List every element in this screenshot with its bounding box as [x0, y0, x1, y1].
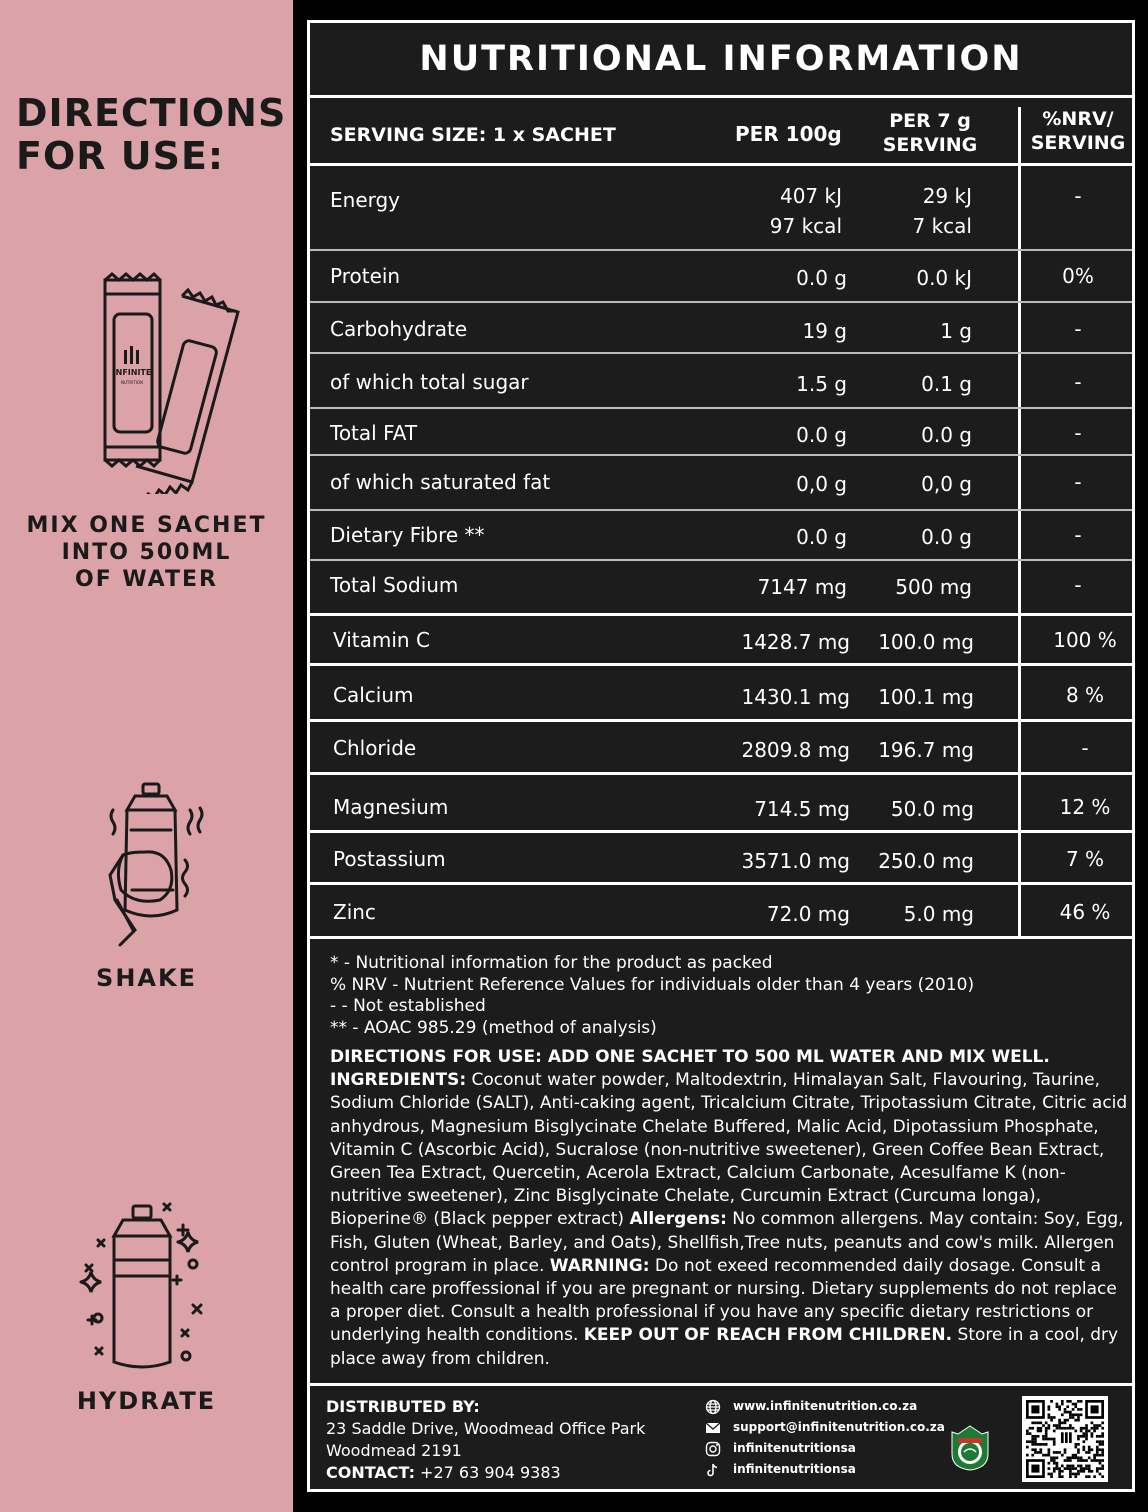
row-serving: 50.0 mg — [890, 797, 974, 821]
row-per100: 0.0 g — [796, 266, 847, 290]
instagram-icon — [705, 1441, 721, 1457]
row-serving: 100.1 mg — [878, 685, 974, 709]
table-row — [310, 666, 1132, 722]
row-per100: 2809.8 mg — [741, 738, 850, 762]
row-nrv: 46 % — [1018, 885, 1135, 936]
table-row — [310, 303, 1132, 354]
table-row-energy — [310, 166, 1132, 251]
tiktok-link[interactable] — [705, 1459, 945, 1480]
row-per100: 19 g — [802, 319, 847, 343]
row-serving: 100.0 mg — [878, 630, 974, 654]
step-mix-line2: INTO 500ML — [61, 540, 232, 565]
nutrition-title: NUTRITIONAL INFORMATION — [310, 23, 1132, 98]
tiktok-text: infinitenutritionsa — [733, 1462, 856, 1476]
row-name: Postassium — [333, 847, 446, 871]
energy-kj-serving: 29 kJ — [922, 184, 972, 208]
row-nrv: 12 % — [1018, 775, 1135, 830]
table-row — [310, 456, 1132, 511]
globe-icon — [705, 1399, 721, 1415]
svg-text:NUTRITION: NUTRITION — [120, 380, 144, 385]
row-name: Carbohydrate — [330, 317, 468, 341]
hydrate-bottle-icon — [78, 1200, 213, 1375]
directions-title — [16, 92, 286, 178]
row-serving: 500 mg — [895, 575, 972, 599]
row-nrv: - — [1018, 354, 1135, 407]
footnote: - - Not established — [330, 996, 486, 1016]
row-nrv: - — [1018, 722, 1135, 772]
row-name: Vitamin C — [333, 628, 430, 652]
header-nrv-line1: %NRV/ — [1042, 108, 1114, 130]
footnote: * - Nutritional information for the product as packed — [330, 953, 773, 973]
halaal-seal-icon — [948, 1424, 992, 1472]
row-nrv: - — [1018, 561, 1135, 613]
footnote: % NRV - Nutrient Reference Values for individuals older than 4 years (2010) — [330, 974, 975, 995]
row-name: of which saturated fat — [330, 470, 551, 494]
row-nrv: 8 % — [1018, 666, 1135, 719]
header-per-serving-line1: PER 7 g — [889, 110, 971, 132]
svg-text:INFINITE: INFINITE — [112, 368, 152, 377]
step-mix-line1: MIX ONE SACHET — [26, 513, 267, 538]
row-serving: 0.1 g — [921, 372, 972, 396]
contact-label: CONTACT: — [326, 1463, 415, 1482]
step-mix-label — [0, 512, 293, 593]
row-per100: 0.0 g — [796, 525, 847, 549]
header-per-serving-line2: SERVING — [882, 134, 978, 156]
directions-panel — [0, 0, 293, 1512]
directions-title-line1: DIRECTIONS — [16, 91, 287, 135]
table-row — [310, 561, 1132, 616]
row-per100: 1.5 g — [796, 372, 847, 396]
header-per-100g: PER 100g — [735, 122, 842, 146]
qr-code-icon[interactable] — [1022, 1396, 1108, 1482]
header-nrv — [1018, 107, 1135, 166]
row-nrv: 7 % — [1018, 833, 1135, 882]
warning-text: Do not exeed recommended daily dosage. Consult a health care proffessional if you are pregnant or nursing. Dietary supplements do not replace a proper diet. Consult a health professional if you have any specific dietary restrictions or underlying health conditions. — [330, 1255, 1117, 1346]
row-serving: 5.0 mg — [903, 902, 974, 926]
address-line1: 23 Saddle Drive, Woodmead Office Park — [326, 1419, 646, 1438]
row-serving: 1 g — [940, 319, 972, 343]
row-per100: 0,0 g — [796, 472, 847, 496]
row-name: of which total sugar — [330, 370, 529, 394]
shake-bottle-icon — [105, 780, 215, 955]
sachet-icon — [100, 272, 250, 494]
header-serving-size: SERVING SIZE: 1 x SACHET — [330, 124, 616, 146]
contact-phone: +27 63 904 9383 — [414, 1463, 561, 1482]
table-row — [310, 616, 1132, 666]
row-per100: 72.0 mg — [766, 902, 850, 926]
row-serving: 250.0 mg — [878, 849, 974, 873]
row-serving — [913, 184, 972, 238]
energy-kj-100: 407 kJ — [779, 184, 842, 208]
row-nrv: - — [1018, 303, 1135, 352]
header-per-serving — [855, 109, 1005, 157]
instagram-text: infinitenutritionsa — [733, 1441, 856, 1455]
row-nrv: 100 % — [1018, 616, 1135, 663]
row-per100 — [770, 184, 842, 238]
step-mix-line3: OF WATER — [75, 567, 218, 592]
distributor-label: DISTRIBUTED BY: — [326, 1397, 480, 1416]
row-name: Total Sodium — [330, 573, 459, 597]
contact-links — [705, 1396, 945, 1480]
tiktok-icon — [705, 1462, 721, 1478]
table-row — [310, 722, 1132, 775]
allergens-label: Allergens: — [629, 1209, 727, 1230]
row-serving: 0.0 g — [921, 525, 972, 549]
table-row — [310, 775, 1132, 833]
row-name: Energy — [330, 188, 401, 212]
row-name: Calcium — [333, 683, 414, 707]
table-row — [310, 409, 1132, 456]
footnote: ** - AOAC 985.29 (method of analysis) — [330, 1017, 657, 1038]
row-nrv: 0% — [1018, 251, 1135, 301]
step-hydrate-label: HYDRATE — [76, 1387, 217, 1415]
table-row — [310, 833, 1132, 885]
row-name: Zinc — [333, 900, 376, 924]
ingredients-block — [330, 1046, 1130, 1371]
row-serving: 0,0 g — [921, 472, 972, 496]
email-link[interactable] — [705, 1417, 945, 1438]
energy-kcal-serving: 7 kcal — [912, 214, 972, 238]
row-serving: 0.0 kJ — [916, 266, 972, 290]
table-row — [310, 511, 1132, 561]
mail-icon — [705, 1420, 721, 1436]
warning-label: WARNING: — [549, 1255, 650, 1276]
instagram-link[interactable] — [705, 1438, 945, 1459]
nutrient-rows — [310, 251, 1132, 939]
row-name: Magnesium — [333, 795, 449, 819]
website-text: www.infinitenutrition.co.za — [733, 1399, 918, 1413]
row-name: Dietary Fibre ** — [330, 523, 485, 547]
row-per100: 1428.7 mg — [741, 630, 850, 654]
row-nrv: - — [1018, 409, 1135, 454]
energy-kcal-100: 97 kcal — [769, 214, 842, 238]
row-name: Total FAT — [330, 421, 418, 445]
ingredients-text: Coconut water powder, Maltodextrin, Himalayan Salt, Flavouring, Taurine, Sodium Chloride (SALT), Anti-caking agent, Tricalcium Citrate, Tripotassium Citrate, Citric acid anhydrous, Magnesium Bisglycinate Chelate Buffered, Malic Acid, Dipotassium Phosphate, Vitamin C (Ascorbic Acid), Sucralose (non-nutritive sweetener), Green Coffee Bean Extract, Green Tea Extract, Quercetin, Acerola Extract, Calcium Carbonate, Acesulfame K (non-nutritive sweetener), Zinc Bisglycinate Chelate, Curcumin Extract (Curcuma longa), Bioperine® (Black pepper extract) — [330, 1070, 1128, 1230]
distributor-info — [326, 1396, 645, 1484]
row-nrv: - — [1018, 511, 1135, 559]
row-serving: 0.0 g — [921, 423, 972, 447]
allergens-text: No common allergens. May contain: Soy, Egg, Fish, Gluten (Wheat, Barley, and Oats), Shellfish,Tree nuts, peanuts and cow's milk. Allergen control program in place. — [330, 1209, 1124, 1276]
keep-out-label: KEEP OUT OF REACH FROM CHILDREN. — [583, 1325, 953, 1346]
website-link[interactable] — [705, 1396, 945, 1417]
footnotes — [330, 953, 974, 1039]
email-text: support@infinitenutrition.co.za — [733, 1420, 945, 1434]
ingredients-label: INGREDIENTS: — [330, 1070, 467, 1091]
row-nrv: - — [1018, 456, 1135, 509]
row-per100: 714.5 mg — [754, 797, 850, 821]
table-row — [310, 354, 1132, 409]
step-shake-label: SHAKE — [96, 964, 197, 992]
row-nrv: - — [1018, 166, 1135, 249]
nutrition-panel — [307, 20, 1135, 1492]
footer — [310, 1383, 1132, 1489]
table-header — [310, 98, 1132, 166]
address-line2: Woodmead 2191 — [326, 1441, 462, 1460]
row-per100: 1430.1 mg — [741, 685, 850, 709]
row-name: Chloride — [333, 736, 417, 760]
row-serving: 196.7 mg — [878, 738, 974, 762]
row-per100: 3571.0 mg — [741, 849, 850, 873]
table-row — [310, 251, 1132, 303]
storage-text: Store in a cool, dry place away from children. — [330, 1325, 1119, 1369]
header-nrv-line2: SERVING — [1030, 132, 1126, 154]
directions-text: DIRECTIONS FOR USE: ADD ONE SACHET TO 500 ML WATER AND MIX WELL. — [330, 1047, 1050, 1067]
directions-title-line2: FOR USE: — [16, 134, 225, 178]
row-per100: 7147 mg — [757, 575, 847, 599]
row-per100: 0.0 g — [796, 423, 847, 447]
table-row — [310, 885, 1132, 939]
row-name: Protein — [330, 264, 401, 288]
